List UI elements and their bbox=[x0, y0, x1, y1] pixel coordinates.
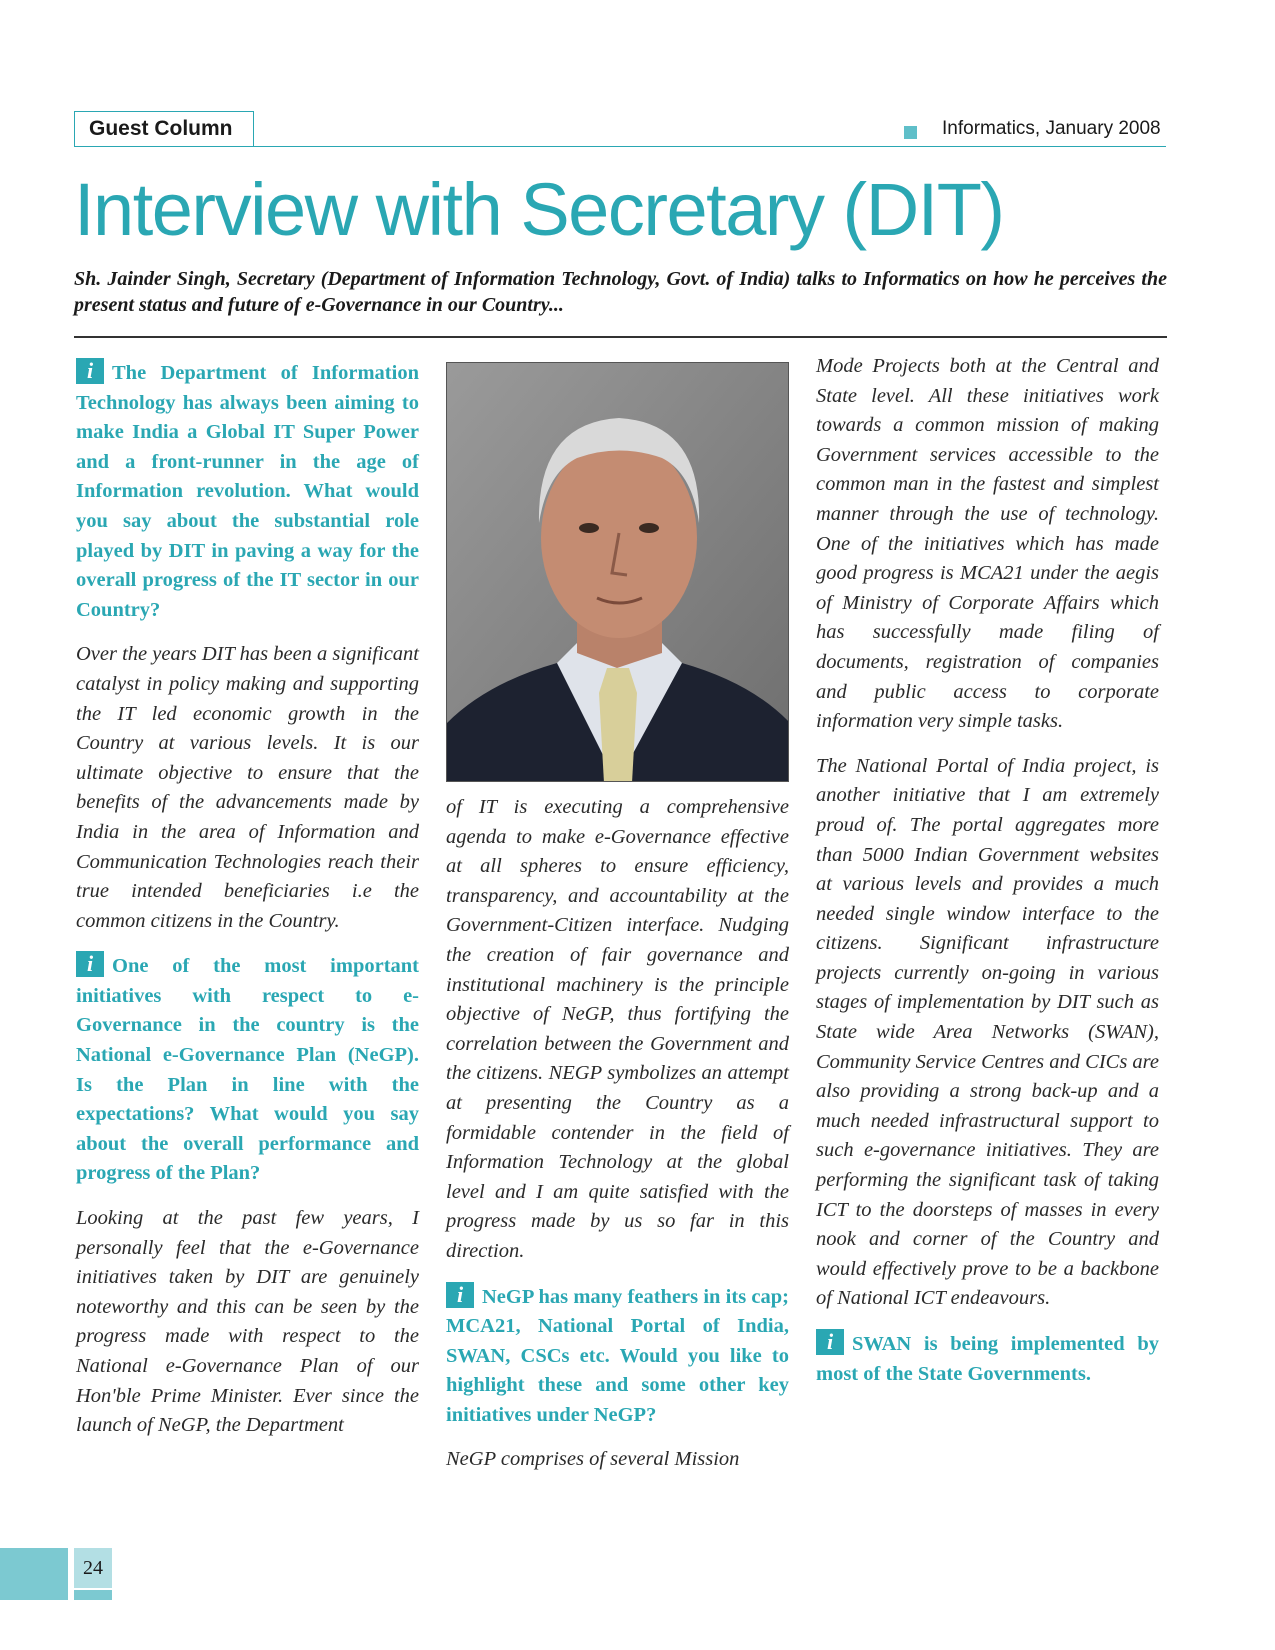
section-label: Guest Column bbox=[74, 111, 254, 147]
answer-2: Looking at the past few years, I personally feel that the e-Governance initiatives taken by DIT are genuinely noteworthy and this can be seen by the progress made with respect to the National e-Governance Plan of our Hon'ble Prime Minister. Ever since the launch of NeGP, the Department bbox=[76, 1207, 419, 1437]
footer-accent-strip bbox=[74, 1590, 112, 1600]
question-3-text: NeGP has many feathers in its cap; MCA21, National Portal of India, SWAN, CSCs etc. Would you like to highlight these and some other key initiatives under NeGP? bbox=[446, 1285, 789, 1426]
footer-accent-bar bbox=[0, 1548, 68, 1600]
article-title: Interview with Secretary (DIT) bbox=[74, 168, 1004, 251]
answer-2-continued: of IT is executing a comprehensive agenda to make e-Governance effective at all spheres to ensure efficiency, transparency, and accountability at the Government-Citizen interface. Nudging the creation of fair governance and institutional machinery is the principle objective of NeGP, thus fortifying the correlation between the Government and the citizens. NEGP symbolizes an attempt at presenting the Country as a formidable contender in the field of Information Technology at the global level and I am quite satisfied with the progress made by us so far in this direction. bbox=[446, 796, 789, 1262]
column-right bbox=[816, 352, 1159, 1404]
issue-label: Informatics, January 2008 bbox=[942, 118, 1161, 139]
question-4 bbox=[816, 1329, 1159, 1389]
answer-1: Over the years DIT has been a significant catalyst in policy making and supporting the IT led economic growth in the Country at various levels. It is our ultimate objective to ensure that the benefits of the advancements made by India in the area of Information and Communication Technologies reach their true intended beneficiaries i.e the common citizens in the Country. bbox=[76, 643, 419, 932]
info-icon: i bbox=[446, 1282, 474, 1308]
portrait-photo bbox=[446, 362, 789, 782]
column-middle bbox=[446, 793, 789, 1490]
info-icon: i bbox=[76, 358, 104, 384]
info-icon: i bbox=[76, 951, 104, 977]
title-divider bbox=[74, 336, 1167, 338]
article-subtitle: Sh. Jainder Singh, Secretary (Department of Information Technology, Govt. of India) talks to Informatics on how he perceives the present status and future of e-Governance in our Country... bbox=[74, 268, 1167, 316]
question-1-text: The Department of Information Technology has always been aiming to make India a Global IT Super Power and a front-runner in the age of Information revolution. What would you say about the substantial role played by DIT in paving a way for the overall progress of the IT sector in our Country? bbox=[76, 362, 419, 621]
question-2-text: One of the most important initiatives with respect to e-Governance in the country is the National e-Governance Plan (NeGP). Is the Plan in line with the expectations? What would you say about the overall performance and progress of the Plan? bbox=[76, 955, 419, 1185]
answer-3-continued: Mode Projects both at the Central and State level. All these initiatives work towards a common mission of making Government services accessible to the common man in the fastest and simplest manner through the use of technology. One of the initiatives which has made good progress is MCA21 under the aegis of Ministry of Corporate Affairs which has successfully made filing of documents, registration of companies and public access to corporate information very simple tasks. bbox=[816, 355, 1159, 733]
question-1 bbox=[76, 358, 419, 625]
answer-3-paragraph-2: The National Portal of India project, is another initiative that I am extremely proud of. The portal aggregates more than 5000 Indian Government websites at various levels and provides a much needed single window interface to the citizens. Significant infrastructure projects currently on-going in various stages of implementation by DIT such as State wide Area Networks (SWAN), Community Service Centres and CICs are also providing a strong back-up and a much needed infrastructural support to such e-governance initiatives. They are performing the significant task of taking ICT to the doorsteps of masses in every nook and corner of the Country and would effectively prove to be a backbone of National ICT endeavours. bbox=[816, 754, 1159, 1310]
question-4-text: SWAN is being implemented by most of the State Governments. bbox=[816, 1333, 1159, 1385]
page-number: 24 bbox=[74, 1548, 112, 1588]
question-2 bbox=[76, 951, 419, 1189]
question-3 bbox=[446, 1282, 789, 1431]
portrait-image bbox=[447, 363, 789, 782]
header-rule bbox=[254, 146, 1166, 147]
info-icon: i bbox=[816, 1329, 844, 1355]
square-bullet-icon bbox=[904, 126, 917, 139]
column-left bbox=[76, 358, 419, 1456]
answer-3: NeGP comprises of several Mission bbox=[446, 1448, 740, 1471]
